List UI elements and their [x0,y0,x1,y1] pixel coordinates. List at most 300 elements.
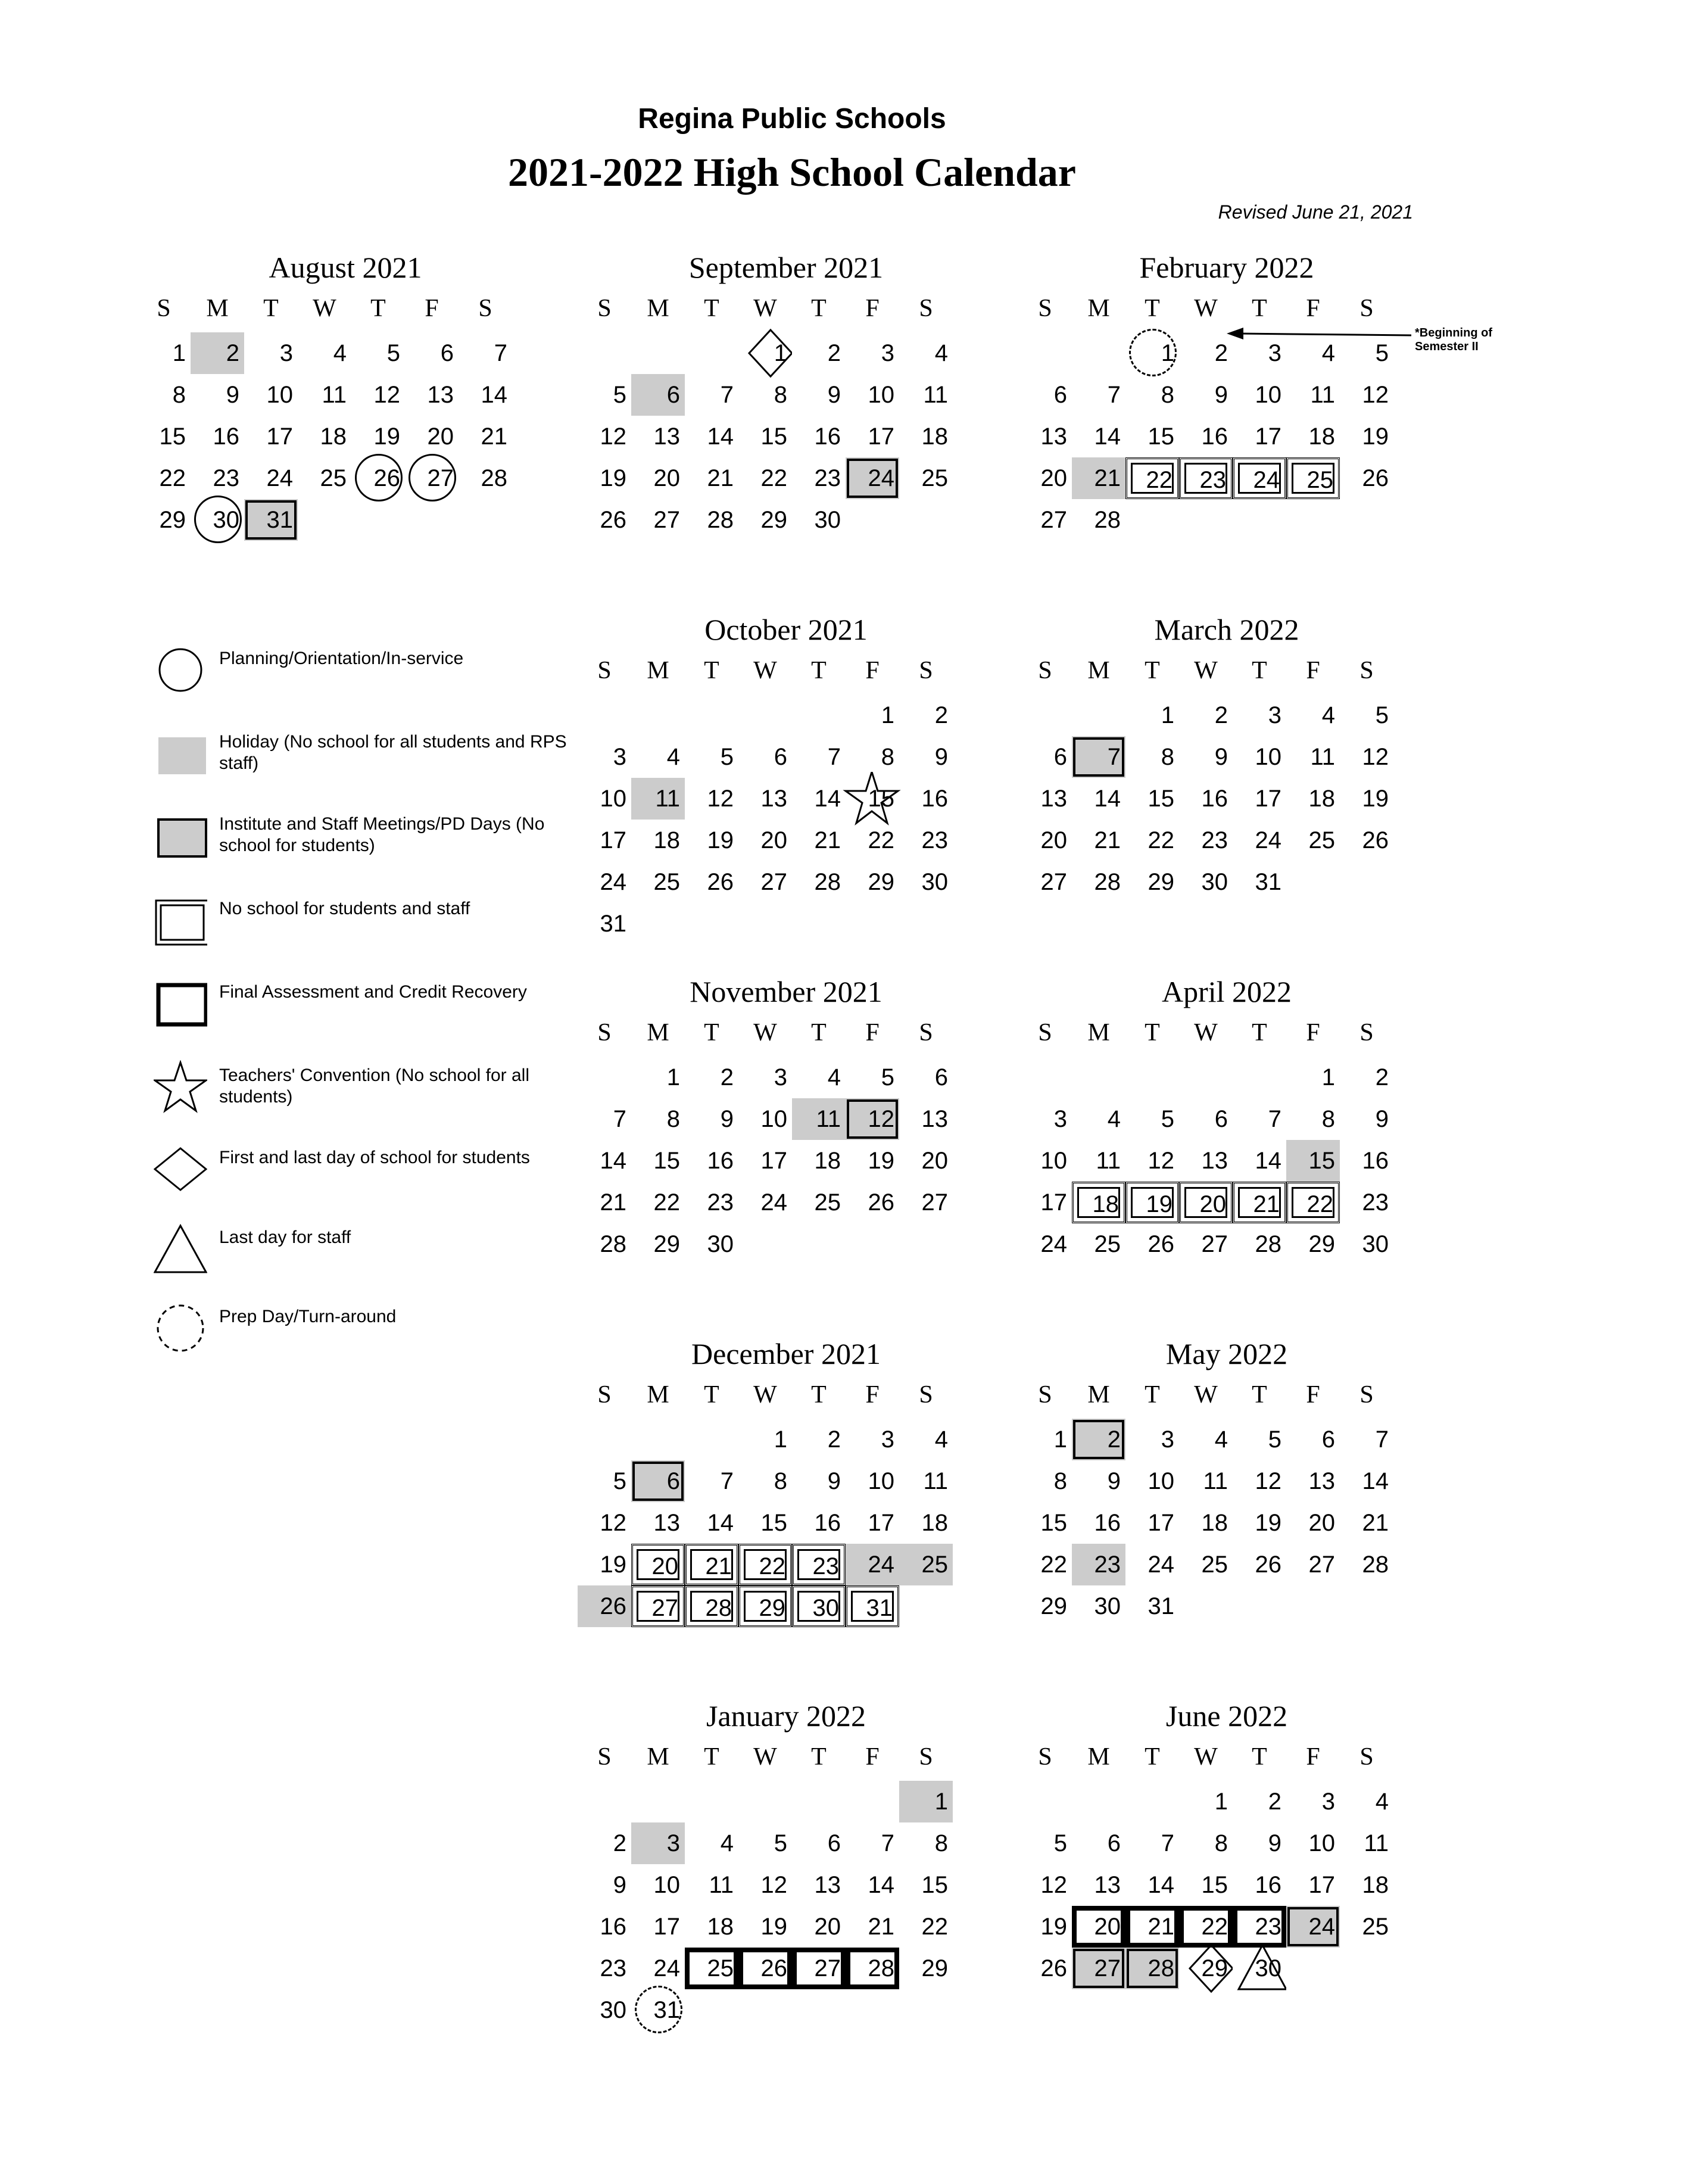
day-cell [1125,736,1179,778]
day-number: 19 [600,1551,626,1578]
day-number: 7 [494,340,507,366]
day-cell [631,736,685,778]
day-number: 10 [266,382,293,408]
day-cell [1286,374,1340,416]
day-cell [685,1057,738,1098]
day-of-week-header: T [811,295,827,322]
day-number: 17 [1255,786,1281,812]
day-number: 19 [373,423,400,450]
day-cell [1072,1140,1125,1182]
day-cell [1018,1585,1072,1627]
day-cell [1340,374,1393,416]
day-cell [1286,1822,1340,1864]
month-title: August 2021 [269,251,422,284]
month-november-2021 [578,974,994,1308]
day-number: 23 [921,827,948,853]
day-of-week-header: S [919,295,933,322]
day-number: 10 [1308,1830,1335,1856]
day-of-week-header: W [1194,1381,1218,1409]
day-cell [1125,1585,1179,1627]
day-cell [631,1098,685,1140]
day-of-week-header: T [704,657,719,684]
day-number: 22 [921,1914,948,1940]
day-cell [578,1502,631,1544]
day-cell [738,1098,792,1140]
day-number: 4 [720,1830,734,1856]
day-number: 29 [921,1955,948,1982]
day-cell [1179,1906,1233,1948]
day-cell [1286,1864,1340,1906]
day-number: 27 [814,1955,841,1982]
day-cell [738,820,792,861]
day-number: 20 [1094,1914,1121,1940]
month-august-2021 [137,250,554,584]
day-cell [1286,1098,1340,1140]
day-number: 3 [666,1830,680,1856]
day-number: 8 [881,744,894,770]
day-cell [792,499,846,541]
day-number: 28 [814,869,841,895]
day-number: 30 [1201,869,1228,895]
day-number: 1 [1053,1426,1067,1453]
day-cell [899,1182,953,1223]
day-cell [738,457,792,499]
day-cell [1286,1419,1340,1460]
day-cell [685,499,738,541]
day-cell [1018,1502,1072,1544]
day-number: 14 [1147,1872,1174,1898]
day-number: 16 [921,786,948,812]
day-cell [846,820,899,861]
day-number: 14 [868,1872,894,1898]
day-cell [685,1585,738,1627]
day-number: 18 [814,1148,841,1174]
day-cell [191,332,244,374]
day-number: 6 [440,340,454,366]
day-cell [1340,820,1393,861]
day-number: 17 [1147,1510,1174,1536]
day-cell [351,416,405,457]
day-number: 5 [881,1064,894,1091]
day-cell [685,1182,738,1223]
day-number: 9 [827,1468,841,1494]
day-number: 23 [213,465,239,491]
day-of-week-header: S [597,1381,612,1409]
day-number: 18 [1092,1191,1119,1217]
day-of-week-header: S [1038,295,1052,322]
month-title: October 2021 [704,613,868,646]
day-number: 16 [1201,423,1228,450]
day-number: 20 [427,423,454,450]
day-cell [899,1781,953,1822]
day-cell [1286,736,1340,778]
day-of-week-header: S [1359,295,1374,322]
organization-name: Regina Public Schools [638,103,946,135]
day-cell [899,1460,953,1502]
day-number: 12 [600,423,626,450]
day-number: 20 [1199,1191,1226,1217]
day-number: 6 [666,1468,680,1494]
day-cell [1233,1502,1286,1544]
day-number: 15 [1147,423,1174,450]
day-number: 13 [1308,1468,1335,1494]
day-number: 17 [1255,423,1281,450]
day-cell [578,1989,631,2031]
day-number: 12 [600,1510,626,1536]
day-of-week-header: S [157,295,171,322]
day-cell [738,1822,792,1864]
day-number: 4 [1107,1106,1121,1132]
day-of-week-header: M [647,295,669,322]
month-title: May 2022 [1165,1337,1288,1370]
day-cell [1018,499,1072,541]
day-cell [1179,457,1233,499]
double-box-icon [154,893,207,947]
day-of-week-header: W [753,1381,777,1409]
legend-label: Last day for staff [219,1227,351,1247]
day-number: 22 [1146,467,1173,493]
day-cell [792,820,846,861]
day-cell [846,1140,899,1182]
day-of-week-header: T [1252,295,1267,322]
day-of-week-header: M [206,295,229,322]
day-number: 18 [653,827,680,853]
day-number: 7 [1375,1426,1389,1453]
day-cell [792,1906,846,1948]
day-cell [631,416,685,457]
day-number: 5 [1268,1426,1281,1453]
day-of-week-header: F [1306,1019,1320,1046]
day-cell [792,736,846,778]
day-number: 20 [1308,1510,1335,1536]
day-number: 30 [707,1231,734,1257]
day-cell [846,736,899,778]
day-number: 26 [373,465,400,491]
day-number: 4 [333,340,347,366]
day-number: 12 [868,1106,894,1132]
day-number: 25 [1094,1231,1121,1257]
day-of-week-header: S [1359,657,1374,684]
day-number: 11 [816,1106,841,1132]
day-number: 23 [1362,1189,1389,1216]
month-title: March 2022 [1154,613,1299,646]
day-number: 27 [427,465,454,491]
day-cell [1125,416,1179,457]
day-number: 29 [1147,869,1174,895]
day-number: 30 [600,1997,626,2023]
day-number: 16 [814,423,841,450]
day-cell [899,374,953,416]
day-number: 7 [881,1830,894,1856]
day-number: 16 [1255,1872,1281,1898]
day-number: 18 [921,423,948,450]
day-of-week-header: S [1038,1381,1052,1409]
day-number: 31 [600,911,626,937]
day-cell [1233,736,1286,778]
day-number: 1 [1161,340,1174,366]
day-number: 22 [759,1553,785,1579]
day-cell [631,374,685,416]
page-title: 2021-2022 High School Calendar [508,149,1076,195]
day-cell [1286,1223,1340,1265]
day-number: 25 [921,465,948,491]
day-number: 17 [266,423,293,450]
day-number: 3 [1268,702,1281,728]
day-cell [1018,820,1072,861]
day-number: 26 [1147,1231,1174,1257]
day-cell [1072,736,1125,778]
day-cell [1340,1544,1393,1585]
day-cell [738,332,792,374]
day-number: 2 [1107,1426,1121,1453]
day-number: 26 [707,869,734,895]
day-number: 2 [1214,702,1228,728]
day-cell [685,374,738,416]
legend-label: First and last day of school for students [219,1148,530,1167]
day-cell [846,694,899,736]
day-number: 15 [760,423,787,450]
day-cell [846,1460,899,1502]
legend-label: Holiday (No school for all students and RPS staff) [219,732,567,773]
day-number: 18 [1308,423,1335,450]
day-of-week-header: S [919,1743,933,1771]
day-cell [1233,1460,1286,1502]
day-number: 26 [600,1593,626,1619]
day-cell [1072,499,1125,541]
day-cell [738,1057,792,1098]
day-of-week-header: S [1038,657,1052,684]
day-of-week-header: W [753,295,777,322]
day-number: 17 [600,827,626,853]
day-cell [1340,1906,1393,1948]
day-number: 15 [921,1872,948,1898]
day-of-week-header: S [1038,1743,1052,1771]
day-cell [899,1140,953,1182]
semester-note: *Beginning of Semester II [1415,326,1492,353]
day-cell [1125,1948,1179,1989]
day-cell [1125,1140,1179,1182]
day-cell [1340,1460,1393,1502]
day-cell [792,1544,846,1585]
day-cell [459,457,512,499]
day-of-week-header: M [1087,1019,1110,1046]
day-number: 13 [1040,423,1067,450]
day-cell [899,457,953,499]
day-number: 4 [1214,1426,1228,1453]
day-cell [899,778,953,820]
day-number: 29 [1201,1955,1228,1982]
day-cell [846,1182,899,1223]
day-cell [738,1864,792,1906]
day-cell [846,1544,899,1585]
day-of-week-header: S [597,295,612,322]
day-number: 15 [653,1148,680,1174]
day-cell [792,332,846,374]
day-cell [1072,457,1125,499]
day-cell [1179,374,1233,416]
day-cell [1233,1822,1286,1864]
day-number: 15 [868,786,894,812]
day-cell [1179,1948,1233,1989]
day-number: 9 [1268,1830,1281,1856]
day-number: 20 [1040,465,1067,491]
day-number: 15 [1040,1510,1067,1536]
day-of-week-header: S [1359,1381,1374,1409]
day-number: 12 [1362,382,1389,408]
day-cell [1179,1223,1233,1265]
day-cell [1286,1460,1340,1502]
day-number: 31 [1147,1593,1174,1619]
day-number: 21 [868,1914,894,1940]
day-of-week-header: S [1359,1019,1374,1046]
day-number: 20 [1040,827,1067,853]
day-number: 7 [1161,1830,1174,1856]
day-cell [899,1098,953,1140]
day-cell [244,499,298,541]
day-number: 11 [1310,382,1335,408]
day-number: 13 [1094,1872,1121,1898]
day-number: 1 [1161,702,1174,728]
day-number: 19 [1040,1914,1067,1940]
day-cell [1233,1948,1286,1989]
day-number: 6 [1214,1106,1228,1132]
day-of-week-header: F [865,1743,880,1771]
day-number: 22 [1306,1191,1333,1217]
day-number: 27 [760,869,787,895]
day-cell [685,861,738,903]
day-number: 14 [707,1510,734,1536]
day-of-week-header: T [1145,1381,1160,1409]
day-number: 25 [1201,1551,1228,1578]
day-cell [1179,736,1233,778]
day-cell [137,374,191,416]
day-number: 18 [1362,1872,1389,1898]
day-number: 6 [827,1830,841,1856]
day-number: 12 [373,382,400,408]
day-cell [1072,1502,1125,1544]
day-number: 11 [1203,1468,1228,1494]
day-cell [1072,1223,1125,1265]
day-cell [137,332,191,374]
day-number: 26 [868,1189,894,1216]
day-cell [1340,1502,1393,1544]
day-number: 4 [934,340,948,366]
day-number: 13 [427,382,454,408]
day-cell [738,1585,792,1627]
day-number: 16 [707,1148,734,1174]
day-number: 29 [159,507,186,533]
day-number: 24 [266,465,293,491]
day-cell [1125,861,1179,903]
day-number: 9 [934,744,948,770]
day-number: 27 [651,1595,678,1621]
day-number: 3 [1321,1789,1335,1815]
day-number: 18 [1308,786,1335,812]
day-cell [899,1057,953,1098]
day-number: 21 [481,423,507,450]
day-cell [1018,861,1072,903]
day-cell [1018,1822,1072,1864]
day-cell [1340,778,1393,820]
day-number: 30 [1255,1955,1281,1982]
month-may-2022 [1018,1336,1435,1670]
day-number: 27 [1308,1551,1335,1578]
day-cell [631,1140,685,1182]
day-cell [1340,1098,1393,1140]
day-cell [1233,1223,1286,1265]
day-number: 13 [1040,786,1067,812]
day-cell [1072,1544,1125,1585]
day-number: 4 [1321,340,1335,366]
day-number: 8 [1214,1830,1228,1856]
day-number: 7 [613,1106,626,1132]
day-number: 30 [213,507,239,533]
day-number: 27 [1040,507,1067,533]
day-cell [846,1585,899,1627]
day-cell [1072,1822,1125,1864]
day-number: 20 [814,1914,841,1940]
day-cell [792,778,846,820]
day-cell [578,1864,631,1906]
day-cell [685,457,738,499]
day-cell [792,1502,846,1544]
day-number: 11 [923,1468,948,1494]
day-cell [1179,1502,1233,1544]
day-cell [1233,1906,1286,1948]
day-number: 17 [653,1914,680,1940]
day-number: 10 [600,786,626,812]
day-cell [1233,694,1286,736]
day-cell [846,861,899,903]
day-cell [792,416,846,457]
day-cell [631,1822,685,1864]
day-cell [1179,1781,1233,1822]
day-of-week-header: T [263,295,279,322]
day-cell [137,499,191,541]
day-number: 2 [226,340,239,366]
dashed-circle-icon [154,1301,207,1355]
day-number: 15 [1147,786,1174,812]
day-number: 1 [934,1789,948,1815]
day-cell [846,457,899,499]
day-cell [738,1502,792,1544]
day-cell [792,1822,846,1864]
day-cell [846,778,899,820]
day-number: 29 [653,1231,680,1257]
day-number: 10 [1255,382,1281,408]
day-cell [685,736,738,778]
day-number: 17 [760,1148,787,1174]
day-cell [578,457,631,499]
day-number: 6 [774,744,787,770]
day-number: 26 [1362,465,1389,491]
day-cell [1286,1140,1340,1182]
day-number: 24 [760,1189,787,1216]
day-number: 9 [613,1872,626,1898]
day-cell [1286,1781,1340,1822]
day-cell [1340,1781,1393,1822]
day-number: 17 [868,1510,894,1536]
day-number: 25 [653,869,680,895]
day-of-week-header: F [865,1019,880,1046]
day-cell [1179,1140,1233,1182]
day-cell [578,1544,631,1585]
day-of-week-header: S [1359,1743,1374,1771]
day-cell [792,1585,846,1627]
day-of-week-header: M [1087,657,1110,684]
day-cell [631,778,685,820]
day-cell [631,1948,685,1989]
